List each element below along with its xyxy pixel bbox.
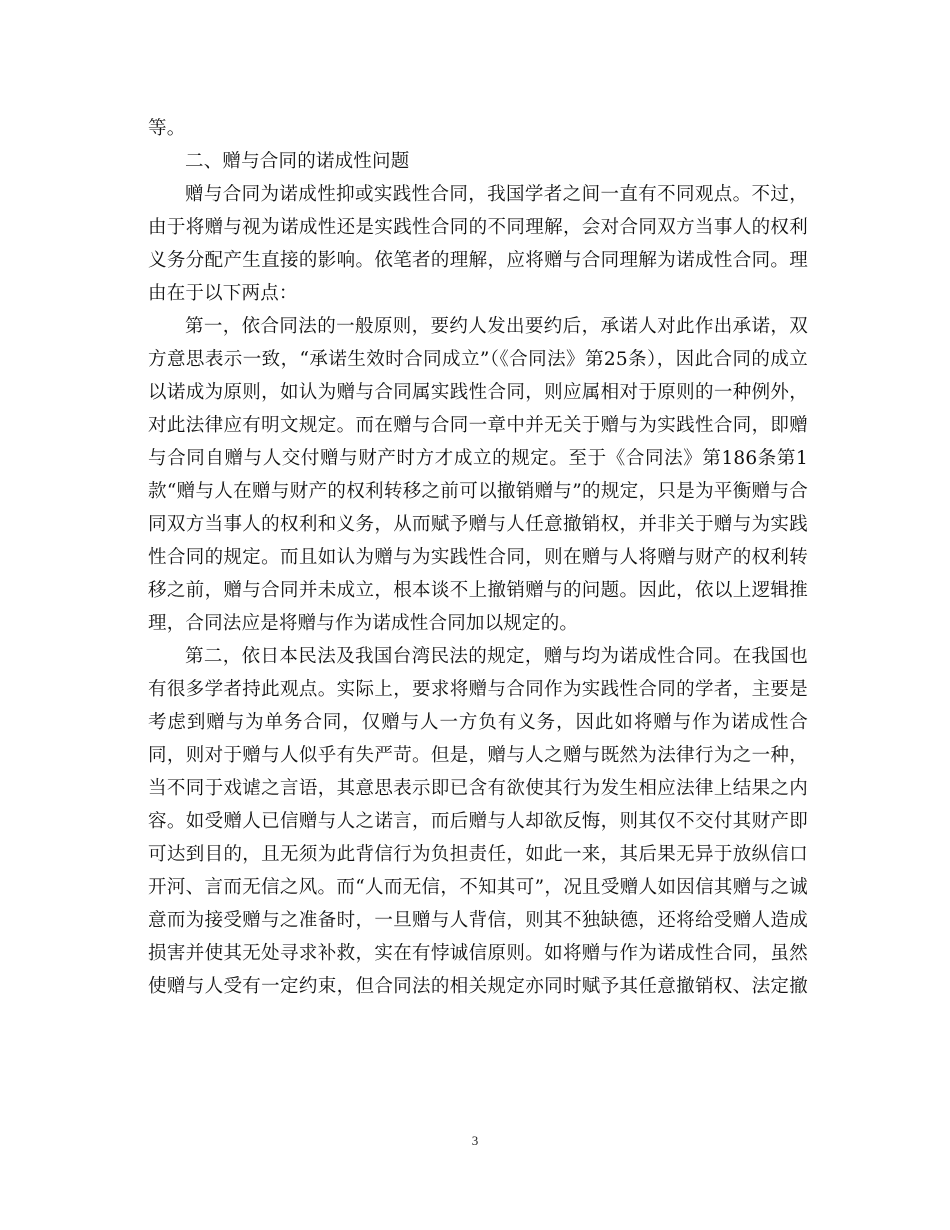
text-line: 同双方当事人的权利和义务，从而赋予赠与人任意撤销权，并非关于赠与为实践 bbox=[148, 514, 808, 535]
text-line: 有很多学者持此观点。实际上，要求将赠与合同作为实践性合同的学者，主要是 bbox=[148, 679, 808, 700]
text-line: 性合同的规定。而且如认为赠与为实践性合同，则在赠与人将赠与财产的权利转 bbox=[148, 547, 808, 568]
text-line: 开河、言而无信之风。而“人而无信，不知其可”，况且受赠人如因信其赠与之诚 bbox=[148, 877, 808, 898]
text-line: 等。 bbox=[148, 118, 186, 139]
text-line: 以诺成为原则，如认为赠与合同属实践性合同，则应属相对于原则的一种例外， bbox=[148, 382, 808, 403]
text-line: 与合同自赠与人交付赠与财产时方才成立的规定。至于《合同法》第186条第1 bbox=[148, 448, 808, 469]
text-line: 意而为接受赠与之准备时，一旦赠与人背信，则其不独缺德，还将给受赠人造成 bbox=[148, 910, 808, 931]
text-line: 款“赠与人在赠与财产的权利转移之前可以撤销赠与”的规定，只是为平衡赠与合 bbox=[148, 481, 808, 502]
text-line: 使赠与人受有一定约束，但合同法的相关规定亦同时赋予其任意撤销权、法定撤 bbox=[148, 976, 808, 997]
text-line: 第二，依日本民法及我国台湾民法的规定，赠与均为诺成性合同。在我国也 bbox=[185, 646, 808, 667]
text-line: 损害并使其无处寻求补救，实在有悖诚信原则。如将赠与作为诺成性合同，虽然 bbox=[148, 943, 808, 964]
text-line: 当不同于戏谑之言语，其意思表示即已含有欲使其行为发生相应法律上结果之内 bbox=[148, 778, 808, 799]
text-line: 考虑到赠与为单务合同，仅赠与人一方负有义务，因此如将赠与作为诺成性合 bbox=[148, 712, 808, 733]
body-text bbox=[148, 112, 808, 1003]
text-line: 由在于以下两点： bbox=[148, 283, 298, 304]
text-line: 由于将赠与视为诺成性还是实践性合同的不同理解，会对合同双方当事人的权利 bbox=[148, 217, 808, 238]
text-line: 可达到目的，且无须为此背信行为负担责任，如此一来，其后果无异于放纵信口 bbox=[148, 844, 808, 865]
text-line: 二、赠与合同的诺成性问题 bbox=[185, 151, 410, 172]
text-line: 容。如受赠人已信赠与人之诺言，而后赠与人却欲反悔，则其仅不交付其财产即 bbox=[148, 811, 808, 832]
text-line: 同，则对于赠与人似乎有失严苛。但是，赠与人之赠与既然为法律行为之一种， bbox=[148, 745, 808, 766]
text-line: 赠与合同为诺成性抑或实践性合同，我国学者之间一直有不同观点。不过， bbox=[185, 184, 808, 205]
text-line: 第一，依合同法的一般原则，要约人发出要约后，承诺人对此作出承诺，双 bbox=[185, 316, 808, 337]
text-line: 理，合同法应是将赠与作为诺成性合同加以规定的。 bbox=[148, 613, 579, 634]
text-line: 方意思表示一致，“承诺生效时合同成立”（《合同法》第25条），因此合同的成立 bbox=[148, 349, 808, 370]
text-line: 义务分配产生直接的影响。依笔者的理解，应将赠与合同理解为诺成性合同。理 bbox=[148, 250, 808, 271]
text-line: 移之前，赠与合同并未成立，根本谈不上撤销赠与的问题。因此，依以上逻辑推 bbox=[148, 580, 808, 601]
text-line: 对此法律应有明文规定。而在赠与合同一章中并无关于赠与为实践性合同，即赠 bbox=[148, 415, 808, 436]
page-number: 3 bbox=[471, 1133, 479, 1148]
